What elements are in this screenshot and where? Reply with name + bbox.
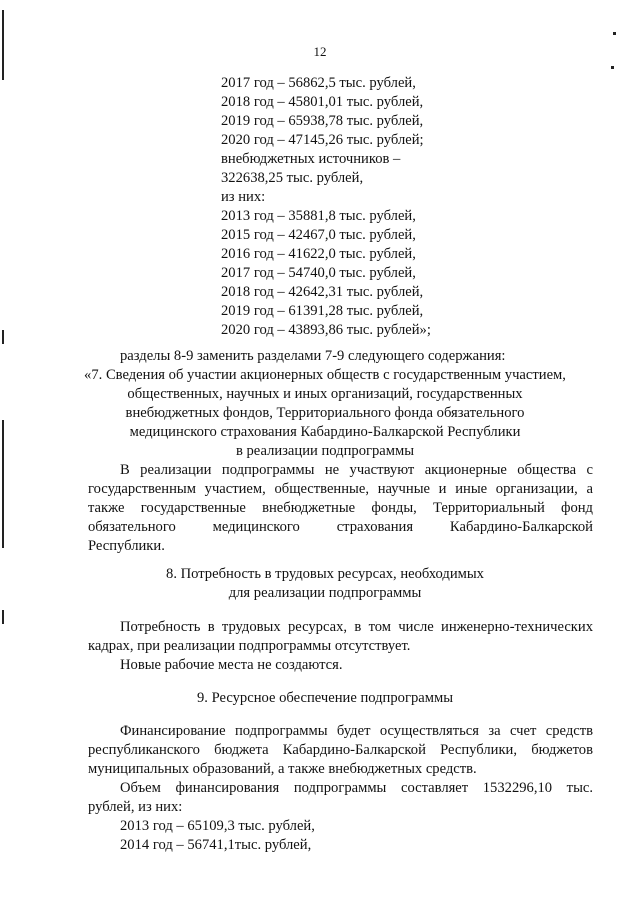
list-item: из них: xyxy=(221,189,266,205)
heading-line: внебюджетных фондов, Территориального фонда обязательного xyxy=(125,405,525,421)
paragraph-line: кадрах, при реализации подпрограммы отсутствует. xyxy=(88,638,411,654)
paragraph-line: В реализации подпрограммы не участвуют акционерные общества с xyxy=(120,462,593,478)
section9-heading xyxy=(60,689,590,708)
section8-heading xyxy=(60,565,590,603)
list-item: 2015 год – 42467,0 тыс. рублей, xyxy=(221,227,416,243)
section8-note: Новые рабочие места не создаются. xyxy=(120,657,343,673)
section7-heading xyxy=(60,366,590,461)
list-item: 2017 год – 54740,0 тыс. рублей, xyxy=(221,265,416,281)
heading-line: «7. Сведения об участии акционерных обществ с государственным участием, xyxy=(84,367,566,383)
heading-line: общественных, научных и иных организаций, государственных xyxy=(127,386,523,402)
paragraph-line: государственным участием, общественные, научные и иные организации, а xyxy=(88,481,593,497)
list-item: 2013 год – 35881,8 тыс. рублей, xyxy=(221,208,416,224)
scan-mark xyxy=(611,66,614,69)
list-item: 2018 год – 45801,01 тыс. рублей, xyxy=(221,94,424,110)
paragraph-line: Республики. xyxy=(88,538,165,554)
scan-mark xyxy=(2,330,4,344)
paragraph-line: Финансирование подпрограммы будет осуществляться за счет средств xyxy=(120,723,593,739)
paragraph-line: Объем финансирования подпрограммы составляет 1532296,10 тыс. xyxy=(120,780,593,796)
list-item: 2020 год – 43893,86 тыс. рублей»; xyxy=(221,322,431,338)
list-item: 2019 год – 61391,28 тыс. рублей, xyxy=(221,303,424,319)
section8-paragraph xyxy=(88,618,593,656)
list-item: 2019 год – 65938,78 тыс. рублей, xyxy=(221,113,424,129)
list-item: 2020 год – 47145,26 тыс. рублей; xyxy=(221,132,424,148)
paragraph-line: Потребность в трудовых ресурсах, в том числе инженерно-технических xyxy=(120,619,593,635)
heading-line: 8. Потребность в трудовых ресурсах, необходимых xyxy=(166,566,484,582)
section7-paragraph xyxy=(88,461,593,556)
heading-line: для реализации подпрограммы xyxy=(228,585,422,601)
heading-line: медицинского страхования Кабардино-Балкарской Республики xyxy=(129,424,521,440)
paragraph-line: обязательного медицинского страхования Кабардино-Балкарской xyxy=(88,519,593,535)
paragraph-line: республиканского бюджета Кабардино-Балкарской Республики, бюджетов xyxy=(88,742,593,758)
list-item: 2017 год – 56862,5 тыс. рублей, xyxy=(221,75,416,91)
heading-line: 9. Ресурсное обеспечение подпрограммы xyxy=(196,690,453,706)
list-item: 2018 год – 42642,31 тыс. рублей, xyxy=(221,284,424,300)
list-item: 2014 год – 56741,1тыс. рублей, xyxy=(120,837,312,853)
section9-volume xyxy=(88,779,593,817)
list-item: 2016 год – 41622,0 тыс. рублей, xyxy=(221,246,416,262)
funding-list xyxy=(221,74,431,340)
paragraph-line: также государственные внебюджетные фонды, Территориальный фонд xyxy=(88,500,593,516)
scan-mark xyxy=(613,32,616,35)
paragraph-line: рублей, из них: xyxy=(88,799,183,815)
list-item: 322638,25 тыс. рублей, xyxy=(221,170,364,186)
heading-line: в реализации подпрограммы xyxy=(235,443,415,459)
section9-list xyxy=(120,817,315,855)
scan-mark xyxy=(2,420,4,548)
list-item: 2013 год – 65109,3 тыс. рублей, xyxy=(120,818,315,834)
paragraph-line: муниципальных образований, а также внебюджетных средств. xyxy=(88,761,477,777)
section9-paragraph xyxy=(88,722,593,779)
page-number: 12 xyxy=(313,44,327,59)
scan-mark xyxy=(2,610,4,624)
replace-instruction: разделы 8-9 заменить разделами 7-9 следующего содержания: xyxy=(120,348,506,364)
list-item: внебюджетных источников – xyxy=(221,151,401,167)
